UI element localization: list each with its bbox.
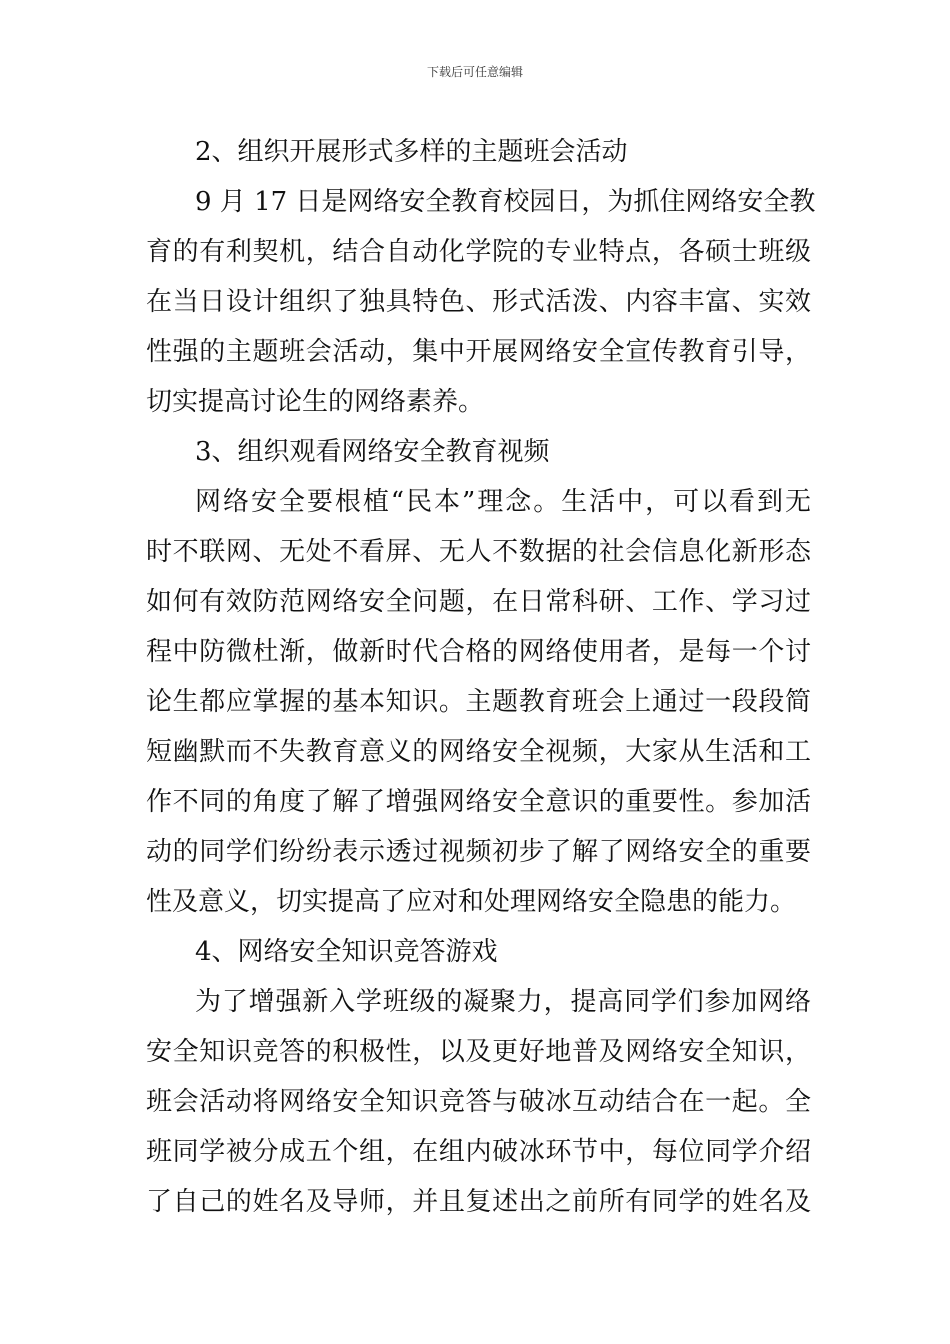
paragraph-line: 在当日设计组织了独具特色、形式活泼、内容丰富、实效 bbox=[146, 287, 811, 317]
header-note: 下载后可任意编辑 bbox=[426, 65, 523, 79]
paragraph-line: 短幽默而不失教育意义的网络安全视频，大家从生活和工 bbox=[146, 737, 811, 767]
paragraph-line: 程中防微杜渐，做新时代合格的网络使用者，是每一个讨 bbox=[146, 637, 811, 667]
paragraph-line: 班会活动将网络安全知识竞答与破冰互动结合在一起。全 bbox=[146, 1087, 811, 1117]
heading-3: 3、组织观看网络安全教育视频 bbox=[195, 437, 550, 467]
document-body bbox=[146, 127, 816, 1227]
paragraph-line: 为了增强新入学班级的凝聚力，提高同学们参加网络 bbox=[195, 987, 811, 1017]
paragraph-line: 作不同的角度了解了增强网络安全意识的重要性。参加活 bbox=[146, 787, 811, 817]
paragraph-line: 了自己的姓名及导师，并且复述出之前所有同学的姓名及 bbox=[146, 1187, 811, 1217]
heading-2: 2、组织开展形式多样的主题班会活动 bbox=[195, 137, 628, 167]
paragraph-line: 网络安全要根植“民本”理念。生活中，可以看到无 bbox=[195, 487, 811, 517]
heading-4: 4、网络安全知识竞答游戏 bbox=[195, 937, 498, 967]
paragraph-line: 班同学被分成五个组，在组内破冰环节中，每位同学介绍 bbox=[146, 1137, 811, 1167]
paragraph-line: 育的有利契机，结合自动化学院的专业特点，各硕士班级 bbox=[146, 237, 811, 267]
paragraph-line: 性及意义，切实提高了应对和处理网络安全隐患的能力。 bbox=[146, 887, 797, 917]
paragraph-line: 动的同学们纷纷表示透过视频初步了解了网络安全的重要 bbox=[146, 837, 811, 867]
paragraph-line: 如何有效防范网络安全问题，在日常科研、工作、学习过 bbox=[146, 587, 811, 617]
paragraph-line: 安全知识竞答的积极性，以及更好地普及网络安全知识， bbox=[146, 1037, 811, 1067]
paragraph-line: 论生都应掌握的基本知识。主题教育班会上通过一段段简 bbox=[146, 687, 811, 717]
paragraph-line: 9 月 17 日是网络安全教育校园日，为抓住网络安全教 bbox=[195, 187, 816, 217]
paragraph-line: 切实提高讨论生的网络素养。 bbox=[146, 387, 485, 417]
paragraph-line: 性强的主题班会活动，集中开展网络安全宣传教育引导， bbox=[146, 337, 811, 367]
paragraph-line: 时不联网、无处不看屏、无人不数据的社会信息化新形态 bbox=[146, 537, 811, 567]
